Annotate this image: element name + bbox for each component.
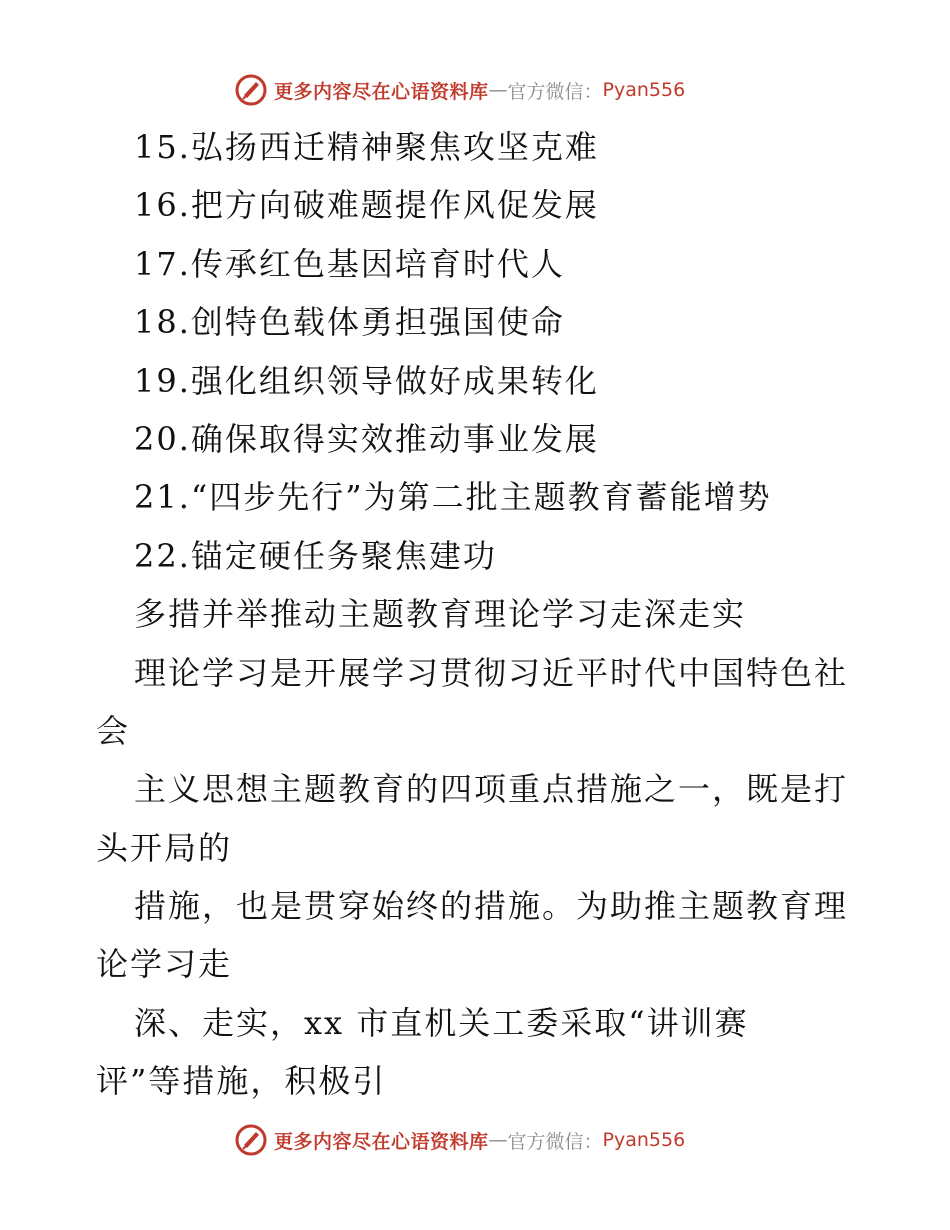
- list-item: 20.确保取得实效推动事业发展: [134, 419, 599, 458]
- brand-logo-icon: [234, 73, 268, 107]
- list-item: 19.强化组织领导做好成果转化: [134, 361, 599, 400]
- paragraph-line: 评”等措施，积极引: [96, 1062, 387, 1101]
- list-item: 15.弘扬西迁精神聚焦攻坚克难: [134, 128, 599, 166]
- list-item: 21.“四步先行”为第二批主题教育蓄能增势: [134, 478, 772, 517]
- banner-wechat-label: 官方微信：: [507, 80, 603, 103]
- paragraph-line: 深、走实，xx 市直机关工委采取“讲训赛: [134, 1003, 749, 1042]
- paragraph-line: 主义思想主题教育的四项重点措施之一，既是打: [134, 770, 849, 809]
- banner-wechat-label: 官方微信：: [507, 1130, 603, 1153]
- list-item: 18.创特色载体勇担强国使命: [134, 303, 565, 342]
- banner-separator: —: [488, 1129, 508, 1151]
- section-heading: 多措并举推动主题教育理论学习走深走实: [134, 595, 747, 634]
- brand-logo-icon: [234, 1123, 268, 1157]
- list-item: 16.把方向破难题提作风促发展: [134, 186, 599, 225]
- banner-wechat-id: Pyan556: [602, 79, 686, 101]
- banner-separator: —: [488, 79, 508, 101]
- paragraph-line: 会: [96, 711, 131, 750]
- paragraph-line: 头开局的: [96, 828, 233, 867]
- banner-wechat-id: Pyan556: [602, 1129, 686, 1151]
- document-body: [96, 118, 866, 1111]
- list-item: 17.传承红色基因培育时代人: [134, 244, 565, 283]
- header-banner: [234, 72, 685, 108]
- list-item: 22.锚定硬任务聚焦建功: [134, 536, 497, 575]
- paragraph-line: 论学习走: [96, 945, 233, 984]
- paragraph-line: 措施，也是贯穿始终的措施。为助推主题教育理: [134, 887, 849, 926]
- footer-banner: [234, 1122, 685, 1158]
- banner-title: 更多内容尽在心语资料库: [274, 1130, 489, 1153]
- paragraph-line: 理论学习是开展学习贯彻习近平时代中国特色社: [134, 653, 849, 692]
- banner-title: 更多内容尽在心语资料库: [274, 80, 489, 103]
